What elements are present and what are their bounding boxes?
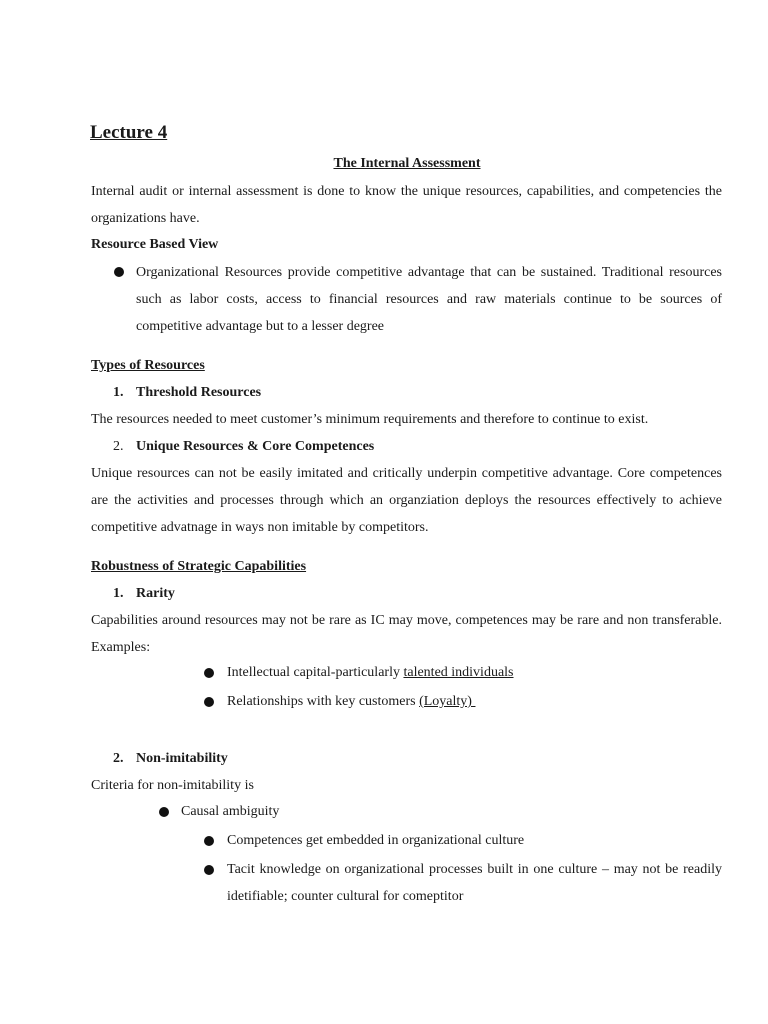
causal-sub-2: Tacit knowledge on organizational processes built in one culture – may not be readily idetifiable; counter cultural for comeptitor [227,862,722,904]
bullet-dot [204,668,214,678]
causal-ambiguity: Causal ambiguity [181,804,280,819]
lecture-title: Lecture 4 [90,122,168,143]
bullet-dot [114,267,124,277]
bullet-dot [204,697,214,707]
unique-body: Unique resources can not be easily imitated and critically underpin competitive advantage. Core competences are the activities and processes through which an organziation deploys the resources effectively to achieve competitive advatnage in ways non imitable by competitors. [91,466,722,535]
rarity-example-2-prefix: Relationships with key customers [227,694,420,709]
robustness-heading: Robustness of Strategic Capabilities [91,559,307,574]
non-imitability-number: 2. [113,751,124,766]
bullet-dot [204,836,214,846]
rarity-number: 1. [113,586,124,601]
threshold-title: Threshold Resources [136,385,262,400]
threshold-body: The resources needed to meet customer’s minimum requirements and therefore to continue to exist. [91,412,649,427]
unique-number: 2. [113,439,124,454]
rarity-example-1-prefix: Intellectual capital-particularly [227,665,404,680]
rbv-bullet-text: Organizational Resources provide competitive advantage that can be sustained. Traditional resources such as labor costs, access to financial resources and raw materials continue to be sources of competitive advantage but to a lesser degree [136,265,722,334]
rarity-example-1-underlined: talented individuals [403,665,514,680]
non-imitability-criteria: Criteria for non-imitability is [91,778,254,793]
threshold-number: 1. [113,385,124,400]
unique-title: Unique Resources & Core Competences [136,439,375,454]
section-heading-internal-assessment: The Internal Assessment [333,156,481,171]
bullet-dot [159,807,169,817]
rarity-example-2 [227,693,475,711]
intro-paragraph: Internal audit or internal assessment is done to know the unique resources, capabilities, and competencies the organizations have. [91,184,722,226]
types-heading: Types of Resources [91,358,205,373]
rarity-example-2-underlined: (Loyalty) [419,694,476,709]
rarity-title: Rarity [136,586,175,601]
non-imitability-title: Non-imitability [136,751,228,766]
causal-sub-1: Competences get embedded in organizational culture [227,833,525,848]
rarity-body: Capabilities around resources may not be rare as IC may move, competences may be rare and non transferable. Examples: [91,613,722,655]
rbv-heading: Resource Based View [91,237,219,252]
bullet-dot [204,865,214,875]
rarity-example-1 [227,664,514,682]
